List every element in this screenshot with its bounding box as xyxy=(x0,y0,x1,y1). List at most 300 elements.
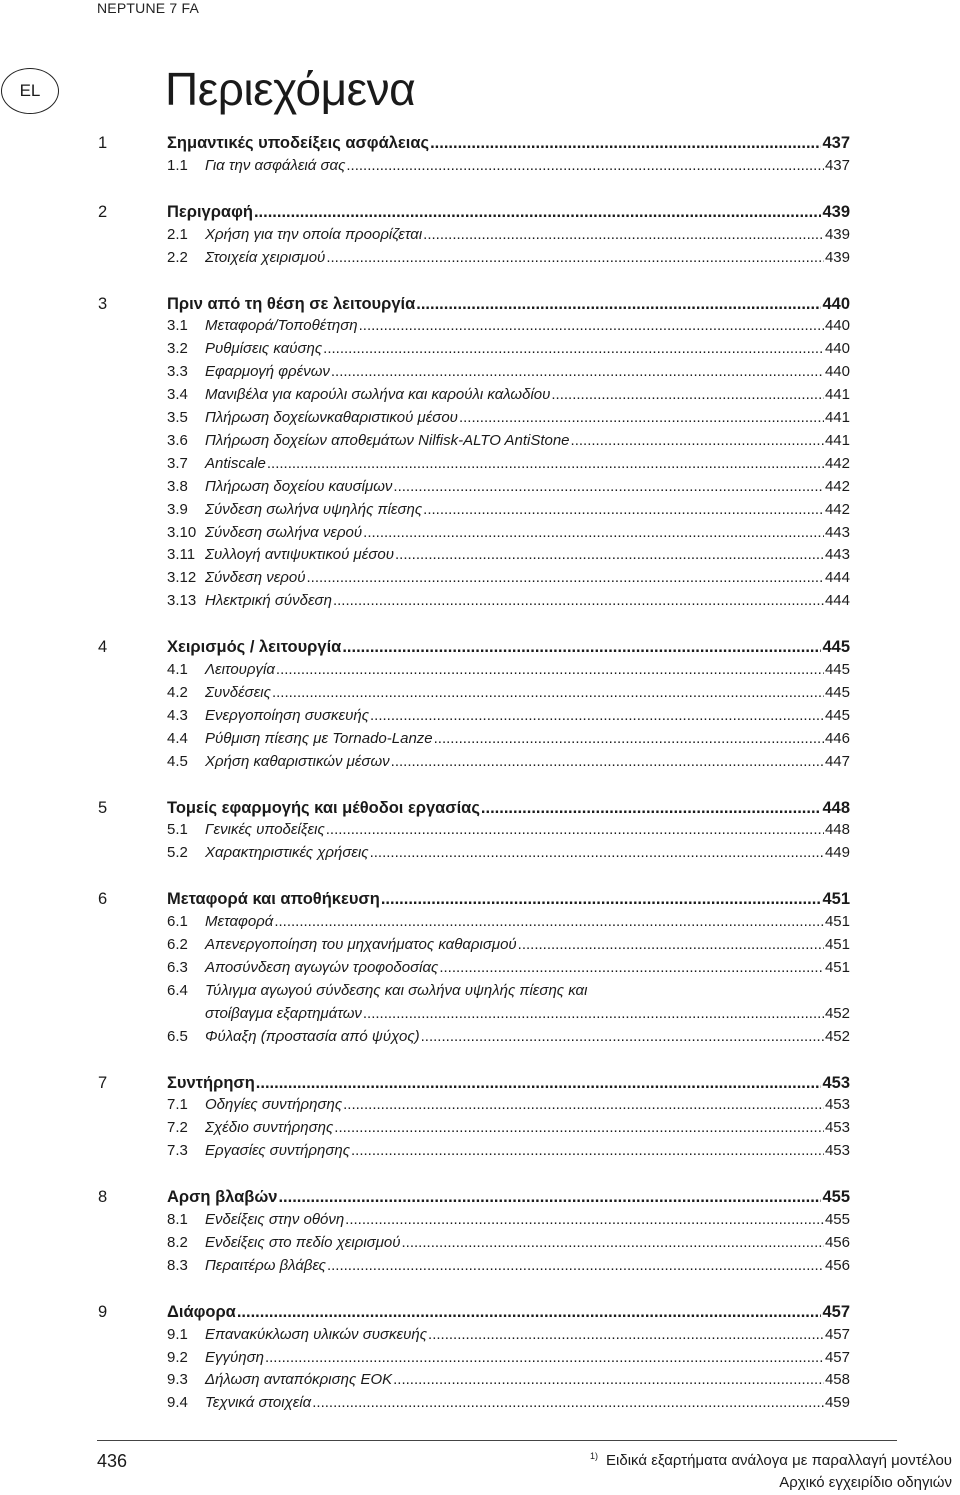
subsection-label xyxy=(167,431,570,451)
toc-subsection xyxy=(0,545,960,565)
footnote-text: Ειδικά εξαρτήματα ανάλογα με παραλλαγή μοντέλου xyxy=(606,1452,952,1469)
subsection-entry xyxy=(167,820,850,840)
dot-leader xyxy=(327,1256,824,1276)
dot-leader xyxy=(326,820,824,840)
section-page: 445 xyxy=(822,638,850,657)
subsection-page: 441 xyxy=(824,431,850,449)
subsection-page: 453 xyxy=(824,1119,850,1137)
toc-subsection xyxy=(0,1233,960,1253)
subsection-number: 3.11 xyxy=(167,546,196,564)
subsection-label xyxy=(167,523,362,543)
subsection-title: Επανακύκλωση υλικών συσκευής xyxy=(205,1325,428,1343)
subsection-label xyxy=(167,729,433,749)
subsection-entry xyxy=(167,454,850,474)
subsection-entry xyxy=(167,225,850,245)
subsection-label xyxy=(167,1141,350,1161)
toc-subsection xyxy=(0,1348,960,1368)
dot-leader xyxy=(265,1348,824,1368)
subsection-entry xyxy=(167,1325,850,1345)
dot-leader xyxy=(428,1325,824,1345)
toc-subsection xyxy=(0,156,960,176)
dot-leader xyxy=(323,339,824,359)
section-entry xyxy=(167,133,850,153)
section-title: Μεταφορά και αποθήκευση xyxy=(167,890,380,909)
subsection-title: Φύλαξη (προστασία από ψύχος) xyxy=(205,1027,420,1045)
subsection-entry xyxy=(167,660,850,680)
subsection-label xyxy=(167,706,369,726)
section-page: 437 xyxy=(822,134,850,152)
subsection-label xyxy=(167,500,422,520)
subsection-number: 8.3 xyxy=(167,1256,188,1274)
subsection-entry xyxy=(167,1118,850,1138)
section-number: 7 xyxy=(98,1073,108,1092)
subsection-entry xyxy=(167,362,850,382)
subsection-number: 3.3 xyxy=(167,363,188,381)
subsection-page: 443 xyxy=(824,546,850,564)
subsection-title: Λειτουργία xyxy=(205,661,275,678)
subsection-number: 4.2 xyxy=(167,683,188,701)
subsection-title-continued: στοίβαγμα εξαρτημάτων xyxy=(205,1004,362,1022)
dot-leader xyxy=(334,1118,824,1138)
subsection-title: Χαρακτηριστικές χρήσεις xyxy=(205,844,369,862)
subsection-title: Αποσύνδεση αγωγών τροφοδοσίας xyxy=(205,958,439,976)
subsection-label xyxy=(167,591,332,611)
footer-page-number: 436 xyxy=(97,1451,128,1471)
section-title: Χειρισμός / λειτουργία xyxy=(167,638,342,657)
section-page: 448 xyxy=(822,798,850,817)
subsection-page: 453 xyxy=(824,1096,850,1114)
dot-leader xyxy=(423,500,824,520)
subsection-label xyxy=(167,385,550,405)
subsection-title: Ενδείξεις στην οθόνη xyxy=(205,1211,345,1228)
subsection-entry xyxy=(167,316,850,336)
section-title: Αρση βλαβών xyxy=(167,1188,278,1207)
section-entry xyxy=(167,798,850,818)
subsection-page: 442 xyxy=(824,500,850,518)
subsection-page: 440 xyxy=(824,317,850,335)
subsection-number: 3.8 xyxy=(167,477,188,495)
dot-leader xyxy=(345,1210,824,1230)
dot-leader xyxy=(571,431,824,451)
subsection-page: 445 xyxy=(824,706,850,724)
dot-leader xyxy=(359,316,824,336)
toc-subsection xyxy=(0,660,960,680)
subsection-number: 9.1 xyxy=(167,1325,188,1343)
toc-subsection xyxy=(0,1095,960,1115)
subsection-page: 456 xyxy=(824,1256,850,1274)
dot-leader xyxy=(370,706,824,726)
section-entry xyxy=(167,1187,850,1207)
dot-leader xyxy=(254,202,822,222)
toc-subsection xyxy=(0,729,960,749)
subsection-title: Τεχνικά στοιχεία xyxy=(205,1394,312,1412)
toc-subsection xyxy=(0,431,960,451)
toc-subsection xyxy=(0,248,960,268)
footer-footnote xyxy=(590,1451,952,1469)
section-number: 1 xyxy=(98,134,108,152)
subsection-label xyxy=(167,545,394,565)
toc-subsection xyxy=(0,454,960,474)
subsection-entry xyxy=(167,912,850,932)
subsection-label xyxy=(167,660,275,680)
dot-leader xyxy=(363,1004,824,1024)
subsection-title: Ρυθμίσεις καύσης xyxy=(205,340,323,358)
section-number: 9 xyxy=(98,1302,108,1321)
subsection-entry xyxy=(167,385,850,405)
subsection-title: Στοιχεία χειρισμού xyxy=(205,248,326,266)
toc-subsection xyxy=(0,752,960,772)
subsection-title: Γενικές υποδείξεις xyxy=(205,821,325,839)
dot-leader xyxy=(331,362,824,382)
subsection-number: 7.2 xyxy=(167,1119,188,1137)
subsection-title: Εγγύηση xyxy=(205,1348,264,1366)
subsection-number: 5.2 xyxy=(167,844,188,862)
dot-leader xyxy=(381,889,822,909)
subsection-title: Ενδείξεις στο πεδίο χειρισμού xyxy=(205,1233,401,1251)
subsection-label xyxy=(167,1370,392,1390)
subsection-page: 458 xyxy=(824,1371,850,1389)
toc-subsection xyxy=(0,591,960,611)
subsection-entry xyxy=(167,1393,850,1413)
dot-leader xyxy=(391,752,824,772)
subsection-label xyxy=(167,820,325,840)
section-page: 439 xyxy=(822,202,850,221)
subsection-label xyxy=(167,225,422,245)
section-number: 6 xyxy=(98,890,108,909)
toc-subsection xyxy=(0,362,960,382)
subsection-title: Οδηγίες συντήρησης xyxy=(205,1096,343,1114)
subsection-entry xyxy=(167,1370,850,1390)
subsection-entry xyxy=(167,545,850,565)
dot-leader xyxy=(439,958,824,978)
subsection-page: 439 xyxy=(824,225,850,243)
subsection-title: Μεταφορά xyxy=(205,913,274,931)
subsection-entry xyxy=(167,1256,850,1276)
subsection-number: 3.5 xyxy=(167,409,188,426)
section-page: 457 xyxy=(822,1302,850,1321)
subsection-label xyxy=(167,981,587,1001)
toc-subsection xyxy=(0,1210,960,1230)
subsection-label xyxy=(167,1348,264,1368)
subsection-number: 6.4 xyxy=(167,981,188,999)
footnote-marker: 1) xyxy=(590,1451,599,1461)
subsection-entry xyxy=(167,1210,850,1230)
subsection-entry xyxy=(167,408,850,428)
subsection-title: Πλήρωση δοχείου καυσίμων xyxy=(205,477,393,495)
subsection-page: 453 xyxy=(824,1142,850,1160)
subsection-label xyxy=(167,339,322,359)
dot-leader xyxy=(481,798,822,818)
toc-subsection xyxy=(0,706,960,726)
dot-leader xyxy=(423,225,824,245)
section-entry xyxy=(167,294,850,314)
toc-subsection xyxy=(0,1256,960,1276)
subsection-page: 440 xyxy=(824,363,850,381)
dot-leader xyxy=(416,294,821,314)
toc-subsection xyxy=(0,1141,960,1161)
subsection-title: Antiscale xyxy=(205,454,266,472)
subsection-number: 1.1 xyxy=(167,156,188,174)
dot-leader xyxy=(237,1302,822,1322)
subsection-number: 8.1 xyxy=(167,1211,188,1228)
toc-subsection xyxy=(0,500,960,520)
subsection-entry xyxy=(167,935,850,955)
section-title: Συντήρηση xyxy=(167,1073,255,1092)
dot-leader xyxy=(272,683,824,703)
dot-leader xyxy=(393,477,824,497)
subsection-entry xyxy=(167,958,850,978)
dot-leader xyxy=(459,408,824,428)
dot-leader xyxy=(346,156,824,176)
dot-leader xyxy=(267,454,824,474)
section-number: 8 xyxy=(98,1188,108,1207)
subsection-title: Σύνδεση σωλήνα νερού xyxy=(205,523,363,541)
section-page: 451 xyxy=(822,890,850,909)
subsection-title: Ρύθμιση πίεσης με Tornado-Lanze xyxy=(205,729,433,747)
subsection-number: 7.1 xyxy=(167,1096,188,1114)
toc-section xyxy=(0,294,960,314)
subsection-entry xyxy=(167,591,850,611)
subsection-label xyxy=(167,1027,420,1047)
dot-leader xyxy=(421,1027,824,1047)
toc-subsection xyxy=(0,683,960,703)
section-number: 4 xyxy=(98,638,108,657)
subsection-page: 446 xyxy=(824,729,850,747)
subsection-page: 451 xyxy=(824,958,850,976)
subsection-entry xyxy=(167,1027,850,1047)
dot-leader xyxy=(342,637,821,657)
dot-leader xyxy=(312,1393,824,1413)
subsection-number: 6.3 xyxy=(167,958,188,976)
subsection-label xyxy=(167,362,330,382)
subsection-label xyxy=(167,1095,342,1115)
subsection-title: Σύνδεση σωλήνα υψηλής πίεσης xyxy=(205,500,423,518)
subsection-label xyxy=(167,843,369,863)
subsection-number: 3.2 xyxy=(167,340,188,358)
toc-subsection xyxy=(0,408,960,428)
subsection-number: 6.5 xyxy=(167,1027,188,1045)
subsection-label xyxy=(167,1256,326,1276)
subsection-entry xyxy=(167,477,850,497)
section-page: 440 xyxy=(822,294,850,313)
subsection-number: 3.10 xyxy=(167,523,197,541)
section-entry xyxy=(167,1302,850,1322)
toc-section xyxy=(0,1073,960,1093)
subsection-number: 9.2 xyxy=(167,1348,188,1366)
subsection-number: 3.9 xyxy=(167,500,188,518)
toc-subsection xyxy=(0,523,960,543)
subsection-page: 442 xyxy=(824,477,850,495)
toc-subsection xyxy=(0,1393,960,1413)
subsection-title: Σύνδεση νερού xyxy=(205,569,306,587)
subsection-title: Ενεργοποίηση συσκευής xyxy=(205,706,369,724)
subsection-entry xyxy=(167,1095,850,1115)
section-page: 453 xyxy=(822,1073,850,1092)
section-title: Πριν από τη θέση σε λειτουργία xyxy=(167,294,416,313)
subsection-title: Πλήρωση δοχείωνκαθαριστικού μέσου xyxy=(205,409,458,426)
dot-leader xyxy=(278,1187,821,1207)
subsection-number: 4.1 xyxy=(167,661,188,678)
subsection-number: 8.2 xyxy=(167,1233,188,1251)
subsection-page: 439 xyxy=(824,248,850,266)
dot-leader xyxy=(326,248,824,268)
subsection-entry xyxy=(167,431,850,451)
subsection-number: 4.5 xyxy=(167,752,188,770)
subsection-entry xyxy=(167,523,850,543)
subsection-page: 459 xyxy=(824,1394,850,1412)
subsection-entry xyxy=(167,843,850,863)
subsection-label xyxy=(167,912,273,932)
subsection-label xyxy=(167,1233,401,1253)
toc-subsection xyxy=(0,316,960,336)
subsection-title: Για την ασφάλειά σας xyxy=(205,156,346,174)
subsection-title: Περαιτέρω βλάβες xyxy=(205,1256,326,1274)
subsection-entry xyxy=(167,752,850,772)
subsection-title: Συνδέσεις xyxy=(205,683,271,701)
toc-subsection xyxy=(0,339,960,359)
subsection-page: 444 xyxy=(824,569,850,587)
subsection-title: Ηλεκτρική σύνδεση xyxy=(205,592,332,610)
subsection-entry xyxy=(167,500,850,520)
subsection-label xyxy=(167,1118,333,1138)
subsection-title: Τύλιγμα αγωγού σύνδεσης και σωλήνα υψηλής πίεσης και xyxy=(205,981,588,999)
subsection-page: 452 xyxy=(824,1027,850,1045)
subsection-page: 451 xyxy=(824,913,850,931)
subsection-number: 3.13 xyxy=(167,592,197,610)
subsection-page: 437 xyxy=(824,156,850,174)
subsection-number: 2.1 xyxy=(167,225,188,243)
subsection-page: 449 xyxy=(824,844,850,862)
dot-leader xyxy=(363,523,824,543)
toc-subsection xyxy=(0,935,960,955)
toc-section xyxy=(0,798,960,818)
toc-section xyxy=(0,133,960,153)
subsection-number: 4.4 xyxy=(167,729,188,747)
subsection-label xyxy=(167,958,438,978)
toc-subsection-continued xyxy=(0,1004,960,1024)
dot-leader xyxy=(395,545,824,565)
subsection-page: 447 xyxy=(824,752,850,770)
section-number: 2 xyxy=(98,202,108,221)
toc-subsection xyxy=(0,1118,960,1138)
toc-subsection xyxy=(0,1370,960,1390)
section-title: Διάφορα xyxy=(167,1302,236,1321)
subsection-page: 451 xyxy=(824,936,850,953)
subsection-label xyxy=(167,316,358,336)
subsection-page: 445 xyxy=(824,661,850,678)
subsection-label xyxy=(167,477,392,497)
toc-subsection xyxy=(0,820,960,840)
subsection-title: Σχέδιο συντήρησης xyxy=(205,1119,334,1137)
section-entry xyxy=(167,202,850,222)
subsection-page: 441 xyxy=(824,386,850,404)
toc-section xyxy=(0,202,960,222)
subsection-page: 442 xyxy=(824,454,850,472)
subsection-title: Εφαρμογή φρένων xyxy=(205,363,330,381)
subsection-number: 7.3 xyxy=(167,1142,188,1160)
dot-leader xyxy=(276,660,824,680)
section-title: Σημαντικές υποδείξεις ασφάλειας xyxy=(167,134,430,152)
subsection-number: 5.1 xyxy=(167,821,188,839)
toc-subsection xyxy=(0,981,960,1001)
dot-leader xyxy=(351,1141,824,1161)
footer-manual-label: Αρχικό εγχειρίδιο οδηγιών xyxy=(779,1474,952,1491)
dot-leader xyxy=(430,133,821,153)
subsection-label xyxy=(167,935,517,955)
subsection-entry xyxy=(167,568,850,588)
section-entry xyxy=(167,1073,850,1093)
subsection-page: 452 xyxy=(824,1004,850,1022)
subsection-entry xyxy=(167,706,850,726)
dot-leader xyxy=(306,568,823,588)
dot-leader xyxy=(551,385,824,405)
subsection-label xyxy=(167,1210,344,1230)
subsection-number: 9.3 xyxy=(167,1371,188,1389)
dot-leader xyxy=(518,935,824,955)
subsection-page: 440 xyxy=(824,340,850,358)
subsection-page: 445 xyxy=(824,683,850,701)
subsection-entry xyxy=(167,248,850,268)
subsection-entry xyxy=(167,1233,850,1253)
subsection-entry xyxy=(167,339,850,359)
dot-leader xyxy=(343,1095,824,1115)
dot-leader xyxy=(393,1370,824,1390)
subsection-label xyxy=(167,1325,427,1345)
section-page: 455 xyxy=(822,1188,850,1207)
section-title: Περιγραφή xyxy=(167,202,253,221)
subsection-page: 443 xyxy=(824,523,850,541)
subsection-label xyxy=(167,156,345,176)
subsection-page: 455 xyxy=(824,1211,850,1228)
dot-leader xyxy=(333,591,824,611)
subsection-page: 456 xyxy=(824,1233,850,1251)
subsection-title: Χρήση καθαριστικών μέσων xyxy=(205,752,390,770)
page-title: Περιεχόμενα xyxy=(165,63,416,115)
subsection-number: 6.2 xyxy=(167,936,188,953)
subsection-page: 444 xyxy=(824,592,850,610)
subsection-number: 9.4 xyxy=(167,1394,188,1412)
toc-subsection xyxy=(0,477,960,497)
subsection-label xyxy=(167,568,305,588)
dot-leader xyxy=(256,1073,822,1093)
subsection-title: Εργασίες συντήρησης xyxy=(205,1142,350,1160)
subsection-label xyxy=(167,1393,311,1413)
subsection-page: 441 xyxy=(824,409,850,426)
subsection-entry xyxy=(167,1141,850,1161)
subsection-title: Χρήση για την οποία προορίζεται xyxy=(205,225,423,243)
subsection-entry xyxy=(167,1348,850,1368)
subsection-page: 457 xyxy=(824,1325,850,1343)
toc-subsection xyxy=(0,1027,960,1047)
subsection-number: 4.3 xyxy=(167,706,188,724)
subsection-number: 3.6 xyxy=(167,431,188,449)
toc-subsection xyxy=(0,912,960,932)
toc-subsection xyxy=(0,225,960,245)
subsection-entry xyxy=(167,683,850,703)
subsection-number: 2.2 xyxy=(167,248,188,266)
subsection-label xyxy=(167,248,325,268)
dot-leader xyxy=(274,912,824,932)
toc-subsection xyxy=(0,385,960,405)
section-number: 5 xyxy=(98,798,108,817)
subsection-title: Μεταφορά/Τοποθέτηση xyxy=(205,317,358,335)
subsection-label xyxy=(167,408,458,428)
subsection-title: Δήλωση ανταπόκρισης ΕΟΚ xyxy=(205,1371,393,1389)
subsection-title: Πλήρωση δοχείων αποθεμάτων Nilfisk-ALTO AntiStone xyxy=(205,431,570,449)
subsection-label xyxy=(167,683,271,703)
model-header: NEPTUNE 7 FA xyxy=(97,0,199,16)
section-entry xyxy=(167,889,850,909)
